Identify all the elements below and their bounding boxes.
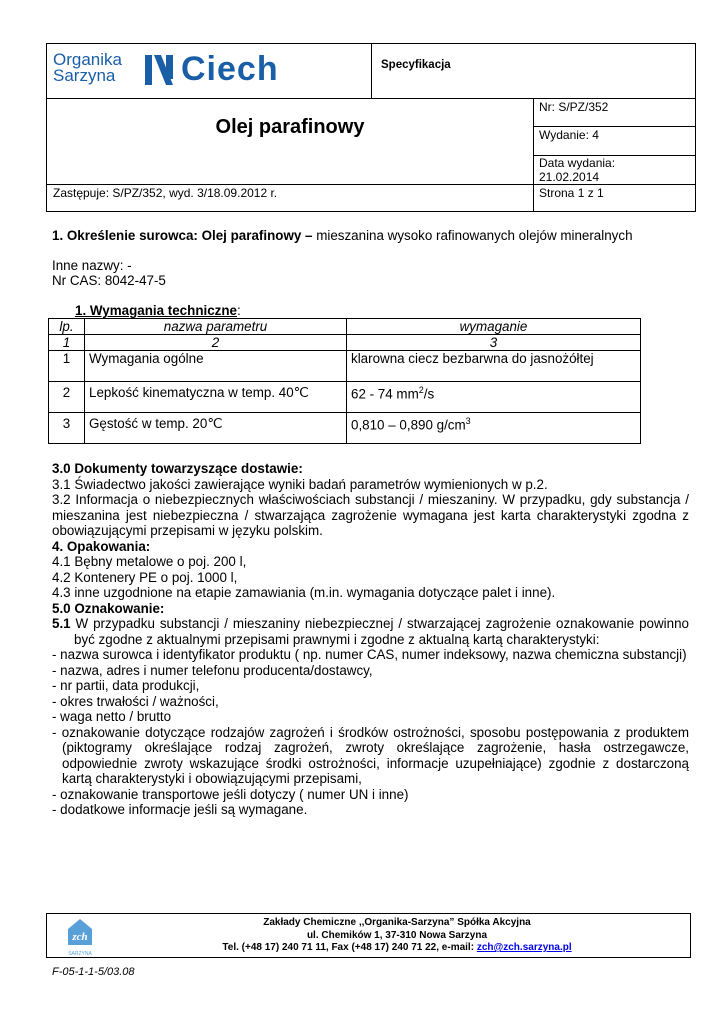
marking-p51-num: 5.1 xyxy=(52,616,71,631)
requirements-heading xyxy=(75,303,241,319)
docs-heading: 3.0 Dokumenty towarzyszące dostawie: xyxy=(52,461,303,476)
other-names: Inne nazwy: - xyxy=(52,258,132,273)
logo-line2: Sarzyna xyxy=(53,66,116,85)
list-item: - nazwa surowca i identyfikator produktu ( np. numer CAS, numer indeksowy, nazwa chemiczna substancji) xyxy=(52,647,687,662)
footer-company: Zakłady Chemiczne ,,Organika-Sarzyna” Spółka Akcyjna xyxy=(263,917,531,928)
marking-p51-text: W przypadku substancji / mieszaniny niebezpiecznej / stwarzającej zagrożenie oznakowanie powinno być zgodne z aktualnymi przepisami prawnymi i zgodne z aktualną kartą charakterystyki: xyxy=(70,616,689,647)
list-item: - oznakowanie transportowe jeśli dotyczy ( numer UN i inne) xyxy=(52,786,409,802)
row-param: Wymagania ogólne xyxy=(85,351,347,382)
footer-address: ul. Chemików 1, 37-310 Nowa Sarzyna xyxy=(306,929,488,941)
list-item: - oznakowanie dotyczące rodzajów zagrożeń i środków ostrożności, sposobu postępowania z produktem (piktogramy określające rodzaj zagrożeń, zwroty określające zagrożenie, hasła ostrzegawcze, odpowiednie zwroty wskazujące środki ostrożności, informacje uzupełniające) zgodnie z dostarczoną kartą charakterystyki i obowiązującymi przepisami, xyxy=(52,724,689,786)
header-box xyxy=(46,43,696,212)
row-lp: 2 xyxy=(49,382,85,413)
footer-email-link[interactable]: zch@zch.sarzyna.pl xyxy=(476,942,572,953)
table-number-row xyxy=(49,335,641,351)
footer-phone: Tel. (+48 17) 240 71 11, Fax (+48 17) 240 71 22, e-mail: xyxy=(222,942,477,953)
list-item: - dodatkowe informacje jeśli są wymagane. xyxy=(52,802,308,817)
edition: Wydanie: 4 xyxy=(539,128,599,142)
requirements-heading-colon: : xyxy=(236,303,241,318)
marking-p51 xyxy=(52,616,689,647)
sarzyna-logo-icon xyxy=(67,918,93,946)
page-number: Strona 1 z 1 xyxy=(539,186,604,200)
sections-body xyxy=(52,461,689,818)
footer-logo-text: SARZYNA xyxy=(68,951,92,957)
col-num-2: 2 xyxy=(85,335,347,351)
section1-heading-rest: mieszanina wysoko rafinowanych olejów mineralnych xyxy=(312,228,633,243)
list-item: - waga netto / brutto xyxy=(52,709,172,724)
docs-p32: 3.2 Informacja o niebezpiecznych właściwościach substancji / mieszaniny. W przypadku, gdy substancja / mieszanina jest niebezpieczna / stwarzająca zagrożenie wymagana jest karta charakterystyki zgodna z obowiązującymi przepisami w języku polskim. xyxy=(52,492,689,538)
row-lp: 1 xyxy=(49,351,85,382)
requirements-table xyxy=(48,318,641,444)
ciech-logo-icon xyxy=(145,55,173,85)
row-req-text: 0,810 – 0,890 g/cm xyxy=(351,417,466,433)
doc-type: Specyfikacja xyxy=(381,59,451,71)
replaces-info: Zastępuje: S/PZ/352, wyd. 3/18.09.2012 r. xyxy=(53,186,278,200)
col-lp: lp. xyxy=(49,319,85,335)
packaging-p41: 4.1 Bębny metalowe o poj. 200 l, xyxy=(52,554,247,569)
row-req xyxy=(347,382,641,413)
col-param: nazwa parametru xyxy=(85,319,347,335)
footer-text xyxy=(107,917,687,955)
row-lp: 3 xyxy=(49,413,85,444)
issue-date-label: Data wydania: xyxy=(539,156,616,170)
packaging-p42: 4.2 Kontenery PE o poj. 1000 l, xyxy=(52,569,238,585)
table-row xyxy=(49,351,641,382)
row-req-sup: 2 xyxy=(418,385,424,395)
footer-contact xyxy=(107,942,687,955)
packaging-p43: 4.3 inne uzgodnione na etapie zamawiania (m.in. wymagania dotyczące palet i inne). xyxy=(52,585,556,600)
issue-date-value: 21.02.2014 xyxy=(539,170,600,184)
requirements-heading-text: 1. Wymagania techniczne xyxy=(75,303,237,318)
table-row xyxy=(49,413,641,444)
logo-line1: Organika xyxy=(53,50,122,69)
footer-logo xyxy=(67,918,93,957)
footer-box xyxy=(46,913,691,958)
section1-heading xyxy=(52,228,633,244)
page-title: Olej parafinowy xyxy=(215,116,365,138)
cas-number: Nr CAS: 8042-47-5 xyxy=(52,273,166,288)
docs-p31: 3.1 Świadectwo jakości zawierające wyniki badań parametrów wymienionych w p.2. xyxy=(52,476,548,492)
list-item: - nr partii, data produkcji, xyxy=(52,678,200,693)
doc-number: Nr: S/PZ/352 xyxy=(539,100,609,114)
row-param: Gęstość w temp. 20℃ xyxy=(85,413,347,444)
table-header-row xyxy=(49,319,641,335)
organika-sarzyna-logo xyxy=(53,50,122,85)
row-req xyxy=(347,413,641,444)
col-num-1: 1 xyxy=(49,335,85,351)
marking-heading: 5.0 Oznakowanie: xyxy=(52,600,165,616)
col-req: wymaganie xyxy=(347,319,641,335)
row-param: Lepkość kinematyczna w temp. 40℃ xyxy=(85,382,347,413)
row-req-text: 62 - 74 mm xyxy=(351,386,419,402)
col-num-3: 3 xyxy=(347,335,641,351)
list-item: - nazwa, adres i numer telefonu producenta/dostawcy, xyxy=(52,662,373,678)
row-req-after: /s xyxy=(423,386,435,402)
section1-heading-bold: 1. Określenie surowca: Olej parafinowy – xyxy=(52,228,313,243)
row-req-sup: 3 xyxy=(465,416,471,426)
packaging-heading: 4. Opakowania: xyxy=(52,538,151,554)
form-code: F-05-1-1-5/03.08 xyxy=(52,966,135,978)
ciech-logo-text: Ciech xyxy=(181,50,279,88)
svg-text:zch: zch xyxy=(72,931,88,943)
row-req: klarowna ciecz bezbarwna do jasnożółtej xyxy=(347,351,641,382)
table-row xyxy=(49,382,641,413)
list-item: - okres trwałości / ważności, xyxy=(52,693,219,709)
